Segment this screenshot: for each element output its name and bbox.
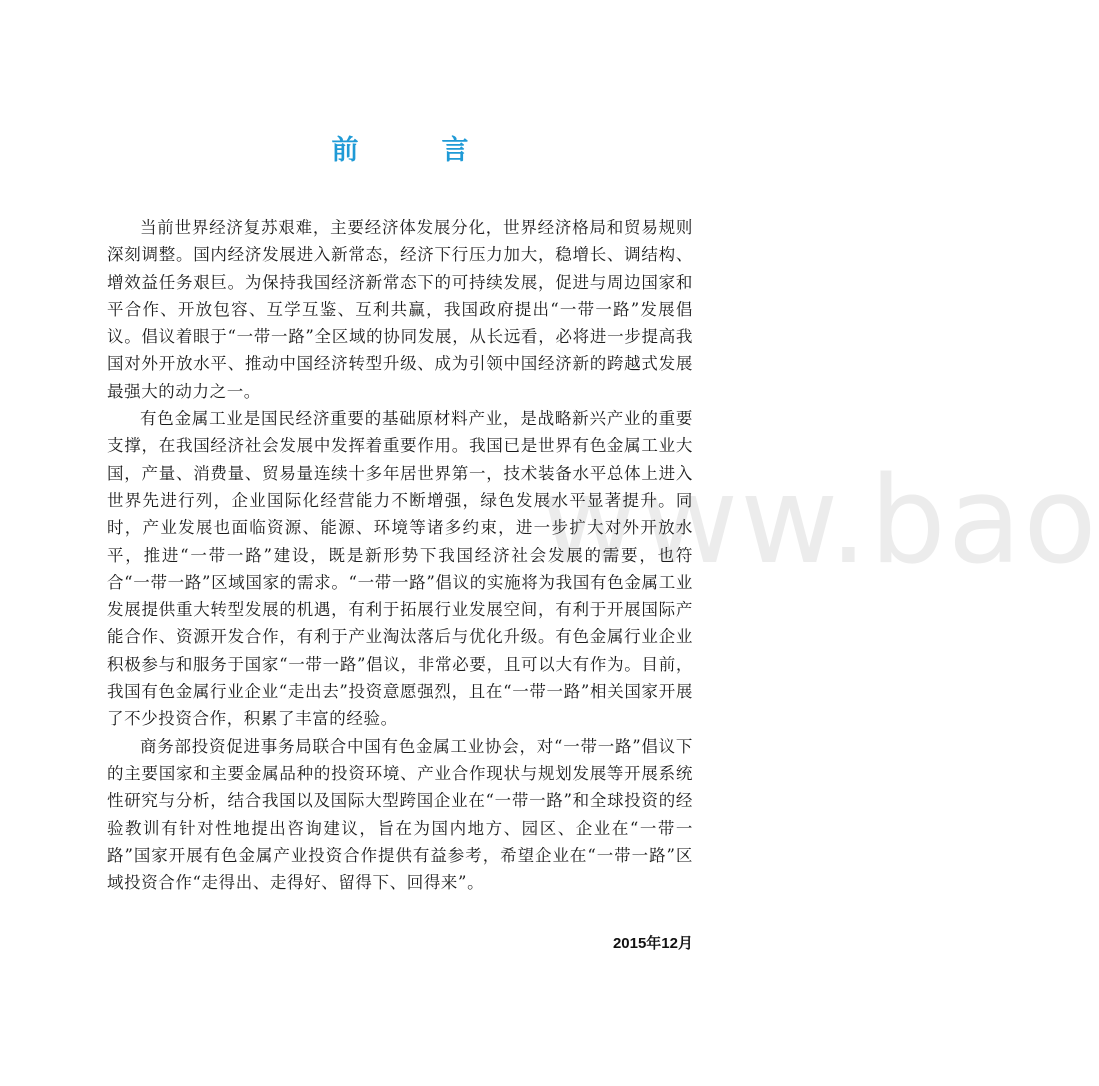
paragraph-2: 有色金属工业是国民经济重要的基础原材料产业，是战略新兴产业的重要支撑，在我国经济社会发展中发挥着重要作用。我国已是世界有色金属工业大国，产量、消费量、贸易量连续十多年居世界第一，技术装备水平总体上进入世界先进行列，企业国际化经营能力不断增强，绿色发展水平显著提升。同时，产业发展也面临资源、能源、环境等诸多约束，进一步扩大对外开放水平，推进“一带一路”建设，既是新形势下我国经济社会发展的需要，也符合“一带一路”区域国家的需求。“一带一路”倡议的实施将为我国有色金属工业发展提供重大转型发展的机遇，有利于拓展行业发展空间，有利于开展国际产能合作、资源开发合作，有利于产业淘汰落后与优化升级。有色金属行业企业积极参与和服务于国家“一带一路”倡议，非常必要，且可以大有作为。目前，我国有色金属行业企业“走出去”投资意愿强烈，且在“一带一路”相关国家开展了不少投资合作，积累了丰富的经验。 [107,409,693,729]
page-title: 前 言 [331,135,497,166]
paragraph-3: 商务部投资促进事务局联合中国有色金属工业协会，对“一带一路”倡议下的主要国家和主要金属品种的投资环境、产业合作现状与规划发展等开展系统性研究与分析，结合我国以及国际大型跨国企业在“一带一路”和全球投资的经验教训有针对性地提出咨询建议，旨在为国内地方、园区、企业在“一带一路”国家开展有色金属产业投资合作提供有益参考，希望企业在“一带一路”区域投资合作“走得出、走得好、留得下、回得来”。 [107,736,693,893]
watermark: www.bao [540,452,1099,591]
paragraph-1: 当前世界经济复苏艰难，主要经济体发展分化，世界经济格局和贸易规则深刻调整。国内经济发展进入新常态，经济下行压力加大，稳增长、调结构、增效益任务艰巨。为保持我国经济新常态下的可持续发展，促进与周边国家和平合作、开放包容、互学互鉴、互利共赢，我国政府提出“一带一路”发展倡议。倡议着眼于“一带一路”全区域的协同发展，从长远看，必将进一步提高我国对外开放水平、推动中国经济转型升级、成为引领中国经济新的跨越式发展最强大的动力之一。 [107,218,693,401]
body-text [107,214,693,896]
date-signature: 2015年12月 [612,935,693,952]
